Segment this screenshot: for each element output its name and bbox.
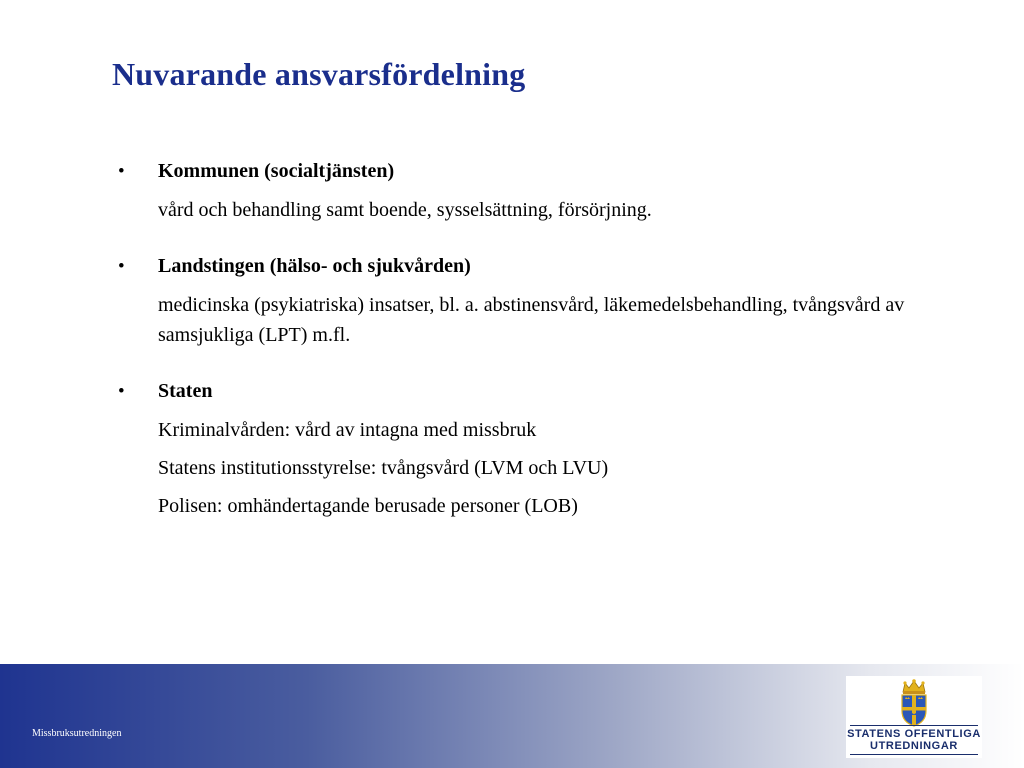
section-heading: Kommunen (socialtjänsten) [158,160,395,182]
bullet-icon: • [118,256,125,277]
logo-text-line2: UTREDNINGAR [870,740,958,752]
section-heading: Staten [158,380,213,402]
section-heading: Landstingen (hälso- och sjukvården) [158,255,471,277]
bullet-row [118,253,938,280]
bullet-icon: • [118,161,125,182]
sou-logo [846,676,982,758]
section-staten [118,378,938,521]
logo-rule-top [850,725,978,726]
section-line: vård och behandling samt boende, sysselsättning, försörjning. [158,199,652,221]
section-line: Polisen: omhändertagande berusade personer (LOB) [158,495,578,517]
section-line: Statens institutionsstyrelse: tvångsvård (LVM och LVU) [158,457,609,479]
section-line: Kriminalvården: vård av intagna med missbruk [158,419,537,441]
logo-rule-bottom [850,754,978,755]
section-line: medicinska (psykiatriska) insatser, bl. a. abstinensvård, läkemedelsbehandling, tvångsvård av samsjukliga (LPT) m.fl. [158,294,905,346]
slide-content [118,158,938,549]
section-kommunen [118,158,938,225]
section-landstingen [118,253,938,350]
bullet-row [118,158,938,185]
swedish-coat-of-arms-icon [896,678,932,728]
logo-text-line1: STATENS OFFENTLIGA [847,728,981,740]
slide-title: Nuvarande ansvarsfördelning [112,56,526,92]
bullet-icon: • [118,381,125,402]
footer-label: Missbruksutredningen [32,728,122,739]
bullet-row [118,378,938,405]
